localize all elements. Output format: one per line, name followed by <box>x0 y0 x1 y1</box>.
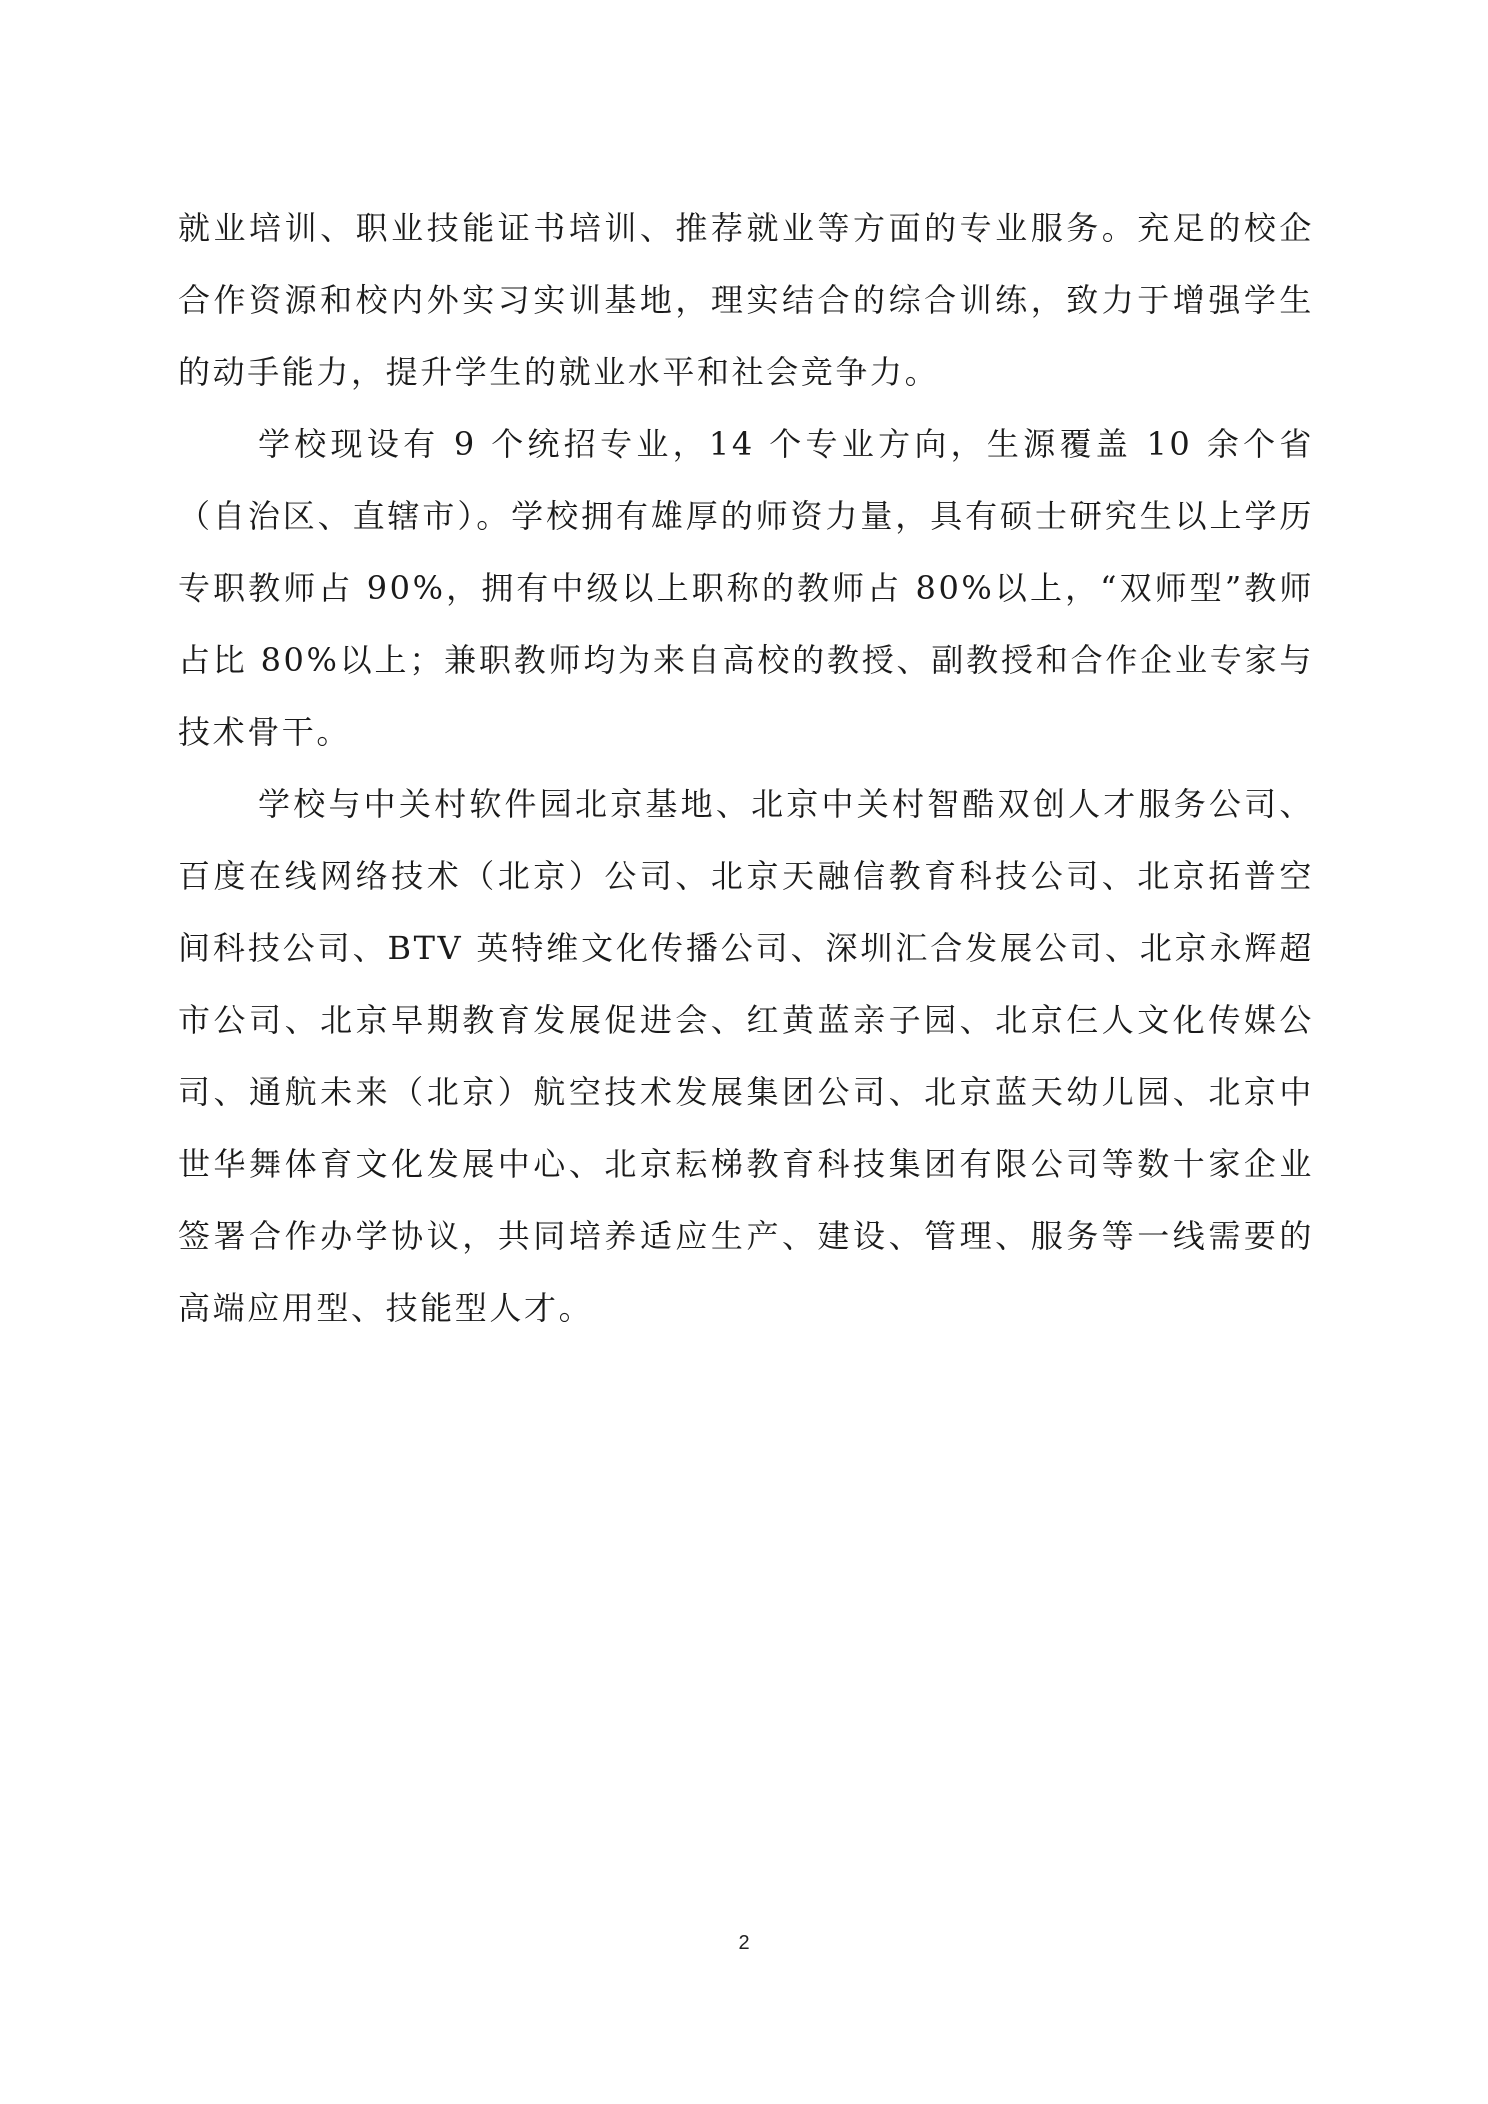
page-number: 2 <box>738 1932 750 1954</box>
paragraph-services: 就业培训、职业技能证书培训、推荐就业等方面的专业服务。充足的校企合作资源和校内外实习实训基地，理实结合的综合训练，致力于增强学生的动手能力，提升学生的就业水平和社会竞争力。 <box>178 209 1314 391</box>
body-text <box>178 192 1314 1344</box>
paragraph-majors-and-faculty: 学校现设有 9 个统招专业，14 个专业方向，生源覆盖 10 余个省（自治区、直辖市）。学校拥有雄厚的师资力量，具有硕士研究生以上学历专职教师占 90%，拥有中级以上职称的教师占 80%以上，“双师型”教师占比 80%以上；兼职教师均为来自高校的教授、副教授和合作企业专家与技术骨干。 <box>178 425 1314 751</box>
paragraph-partnerships: 学校与中关村软件园北京基地、北京中关村智酷双创人才服务公司、百度在线网络技术（北京）公司、北京天融信教育科技公司、北京拓普空间科技公司、BTV 英特维文化传播公司、深圳汇合发展公司、北京永辉超市公司、北京早期教育发展促进会、红黄蓝亲子园、北京仨人文化传媒公司、通航未来（北京）航空技术发展集团公司、北京蓝天幼儿园、北京中世华舞体育文化发展中心、北京耘梯教育科技集团有限公司等数十家企业签署合作办学协议，共同培养适应生产、建设、管理、服务等一线需要的高端应用型、技能型人才。 <box>178 785 1314 1327</box>
